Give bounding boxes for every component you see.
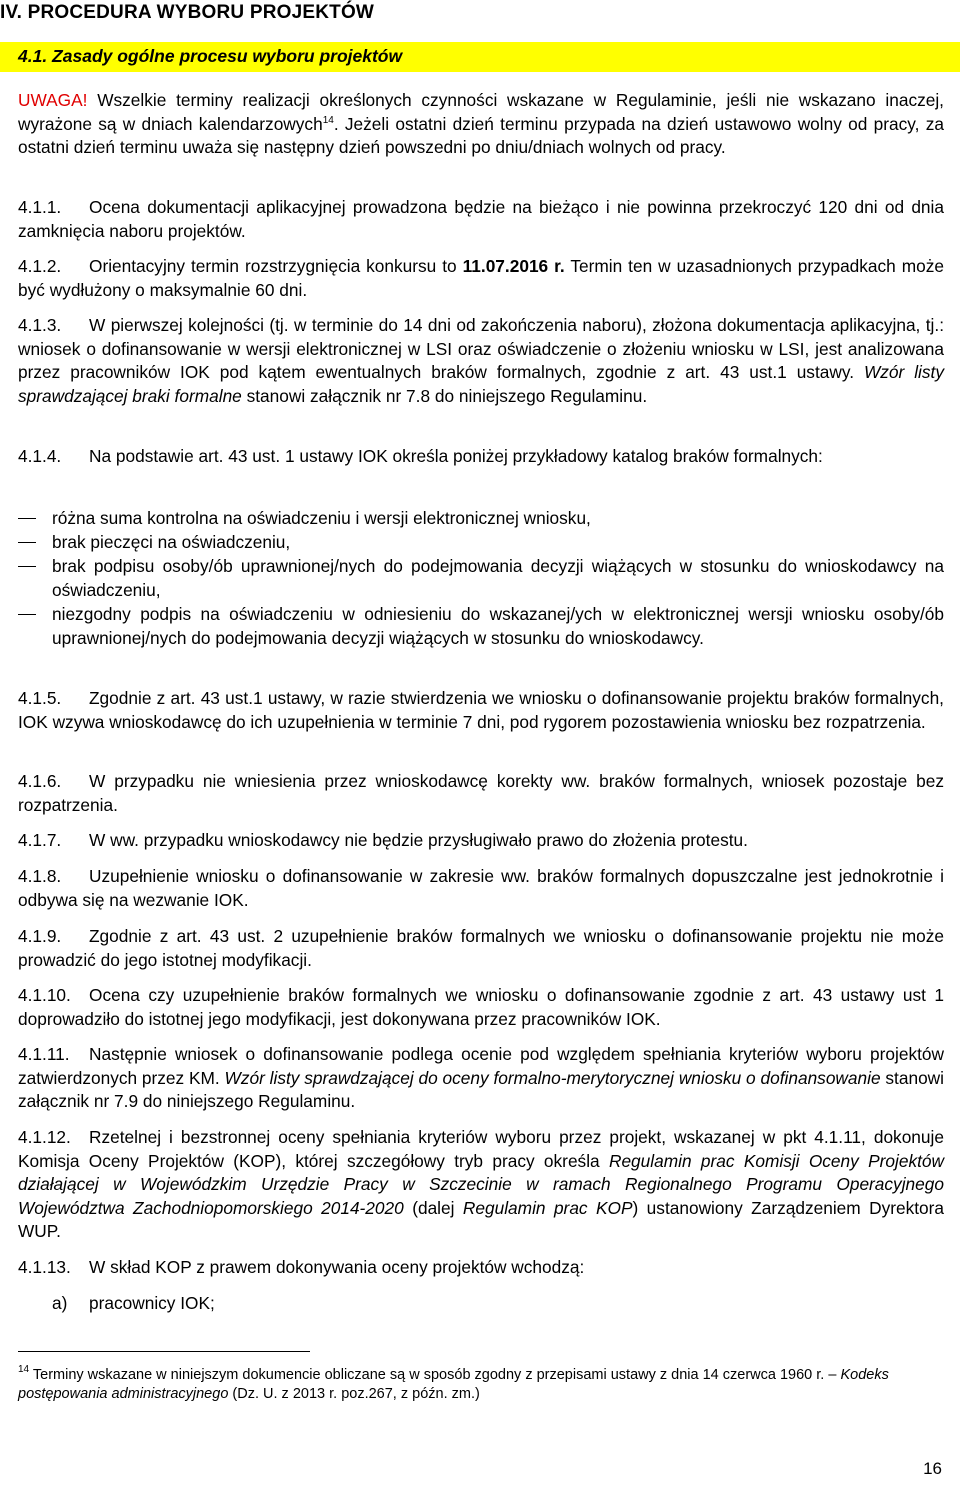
paragraph-text-cont: Termin ten w uzasadnionych przypadkach może być wydłużony o maksymalnie 60 dni. [18, 256, 945, 300]
paragraph-text: Następnie wniosek o dofinansowanie podlega ocenie pod względem spełniania kryteriów wyboru projektów zatwierdzonych przez KM. [18, 1044, 944, 1088]
footnote-text-cont: (Dz. U. z 2013 r. poz.267, z późn. zm.) [228, 1386, 480, 1402]
paragraph-4-1-4 [18, 445, 944, 469]
paragraph-number: 4.1.2. [18, 256, 62, 276]
paragraph-number: 4.1.4. [18, 446, 62, 466]
subsection-heading: 4.1. Zasady ogólne procesu wyboru projektów [18, 46, 403, 66]
paragraph-italic-2: Regulamin prac KOP [462, 1197, 633, 1218]
paragraph-text: Ocena czy uzupełnienie braków formalnych we wniosku o dofinansowanie zgodnie z art. 43 ustawy ust 1 doprowadziło do istotnej jego modyfikacji, jest dokonywana przez pracowników IOK. [18, 985, 944, 1029]
subitem-label: a) [52, 1293, 68, 1313]
paragraph-4-1-9 [18, 925, 944, 972]
paragraph-number: 4.1.11. [18, 1044, 70, 1064]
list-bullet [18, 542, 36, 543]
paragraph-text: Uzupełnienie wniosku o dofinansowanie w zakresie ww. braków formalnych dopuszczalne jest jednokrotnie i odbywa się na wezwanie IOK. [18, 866, 944, 910]
paragraph-4-1-2 [18, 255, 944, 302]
list-bullet [18, 518, 36, 519]
paragraph-4-1-12 [18, 1126, 944, 1244]
list-item: brak pieczęci na oświadczeniu, [52, 532, 291, 552]
paragraph-text-cont: stanowi załącznik nr 7.8 do niniejszego Regulaminu. [241, 385, 648, 406]
paragraph-text: Zgodnie z art. 43 ust. 2 uzupełnienie braków formalnych we wniosku o dofinansowanie projektu nie może prowadzić do jego istotnej modyfikacji. [18, 926, 944, 970]
paragraph-4-1-5 [18, 687, 944, 734]
paragraph-text: W skład KOP z prawem dokonywania oceny projektów wchodzą: [89, 1257, 585, 1277]
paragraph-4-1-3 [18, 314, 944, 408]
subitem-a [52, 1292, 944, 1316]
footnote [18, 1366, 944, 1404]
list-item: brak podpisu osoby/ób uprawnionej/nych do podejmowania decyzji wiążących w stosunku do wnioskodawcy na oświadczeniu, [52, 556, 944, 600]
footnote-separator [18, 1351, 310, 1352]
paragraph-number: 4.1.7. [18, 830, 62, 850]
paragraph-italic: Wzór listy sprawdzającej braki formalne [18, 362, 944, 406]
paragraph-4-1-10 [18, 984, 944, 1031]
paragraph-text: W ww. przypadku wnioskodawcy nie będzie przysługiwało prawo do złożenia protestu. [89, 830, 748, 850]
list-bullet [18, 614, 36, 615]
warning-label: UWAGA! [18, 90, 88, 110]
paragraph-number: 4.1.9. [18, 926, 62, 946]
footnote-text: Terminy wskazane w niniejszym dokumencie obliczane są w sposób zgodny z przepisami ustawy z dnia 14 czerwca 1960 r. – [29, 1367, 841, 1383]
paragraph-text: Na podstawie art. 43 ust. 1 ustawy IOK określa poniżej przykładowy katalog braków formalnych: [89, 446, 823, 466]
list-bullet [18, 566, 36, 567]
paragraph-4-1-13 [18, 1256, 944, 1280]
page-number: 16 [923, 1459, 942, 1478]
paragraph-4-1-8 [18, 865, 944, 912]
section-heading: IV. PROCEDURA WYBORU PROJEKTÓW [0, 2, 375, 23]
paragraph-italic: Regulamin prac Komisji Oceny Projektów działającej w Wojewódzkim Urzędzie Pracy w Szczecinie w ramach Regionalnego Programu Operacyjnego Województwa Zachodniopomorskiego 2014-2020 [18, 1150, 944, 1218]
paragraph-number: 4.1.6. [18, 771, 62, 791]
paragraph-number: 4.1.5. [18, 688, 62, 708]
paragraph-text: Orientacyjny termin rozstrzygnięcia konkursu to [89, 256, 463, 276]
paragraph-number: 4.1.13. [18, 1257, 71, 1277]
warning-text: Wszelkie terminy realizacji określonych czynności wskazane w Regulaminie, jeśli nie wskazano inaczej, wyrażone są w dniach kalendarzowych [18, 90, 944, 134]
paragraph-text: Rzetelnej i bezstronnej oceny spełniania kryteriów wyboru przez projekt, wskazanej w pkt 4.1.11, dokonuje Komisja Oceny Projektów (KOP), której szczegółowy tryb pracy określa [18, 1127, 944, 1171]
footnote-number: 14 [18, 1364, 30, 1375]
contest-date: 11.07.2016 r. [462, 256, 565, 276]
footnote-ref[interactable]: 14 [322, 114, 334, 126]
paragraph-text: Zgodnie z art. 43 ust.1 ustawy, w razie stwierdzenia we wniosku o dofinansowanie projektu braków formalnych, IOK wzywa wnioskodawcę do ich uzupełnienia w terminie 7 dni, pod rygorem pozostawienia wniosku bez rozpatrzenia. [18, 688, 944, 732]
paragraph-number: 4.1.8. [18, 866, 62, 886]
paragraph-4-1-7 [18, 829, 944, 853]
footnote-italic: Kodeks postępowania administracyjnego [18, 1367, 889, 1402]
paragraph-text-cont: (dalej [403, 1197, 463, 1218]
paragraph-number: 4.1.3. [18, 315, 62, 335]
paragraph-number: 4.1.10. [18, 985, 71, 1005]
paragraph-text: Ocena dokumentacji aplikacyjnej prowadzona będzie na bieżąco i nie powinna przekroczyć 120 dni od dnia zamknięcia naboru projektów. [18, 197, 944, 241]
paragraph-text-cont: stanowi załącznik nr 7.9 do niniejszego Regulaminu. [18, 1067, 944, 1111]
paragraph-text-end: ) ustanowiony Zarządzeniem Dyrektora WUP. [18, 1197, 945, 1241]
paragraph-text: W przypadku nie wniesienia przez wnioskodawcę korekty ww. braków formalnych, wniosek pozostaje bez rozpatrzenia. [18, 771, 944, 815]
paragraph-italic: Wzór listy sprawdzającej do oceny formalno-merytorycznej wniosku o dofinansowanie [224, 1067, 881, 1088]
warning-text-cont: . Jeżeli ostatni dzień terminu przypada na dzień ustawowo wolny od pracy, za ostatni dzień terminu uważa się następny dzień powszedni po dniu/dniach wolnych od pracy. [18, 113, 944, 157]
warning-paragraph [18, 89, 944, 160]
list-item: niezgodny podpis na oświadczeniu w odniesieniu do wskazanej/ych w elektronicznej wersji wniosku osoby/ób uprawnionej/nych do podejmowania decyzji wiążących w stosunku do wnioskodawcy. [52, 604, 944, 648]
paragraph-4-1-6 [18, 770, 944, 817]
paragraph-4-1-11 [18, 1043, 944, 1114]
paragraph-number: 4.1.12. [18, 1127, 71, 1147]
list-item: różna suma kontrolna na oświadczeniu i wersji elektronicznej wniosku, [52, 508, 591, 528]
paragraph-number: 4.1.1. [18, 197, 62, 217]
subitem-text: pracownicy IOK; [89, 1293, 215, 1313]
paragraph-text: W pierwszej kolejności (tj. w terminie do 14 dni od zakończenia naboru), złożona dokumentacja aplikacyjna, tj.: wniosek o dofinansowanie w wersji elektronicznej w LSI oraz oświadczenie o złożeniu wniosku w LSI, jest analizowana przez pracowników IOK pod kątem ewentualnych braków formalnych, zgodnie z art. 43 ust.1 ustawy. [18, 315, 944, 382]
paragraph-4-1-1 [18, 196, 944, 243]
